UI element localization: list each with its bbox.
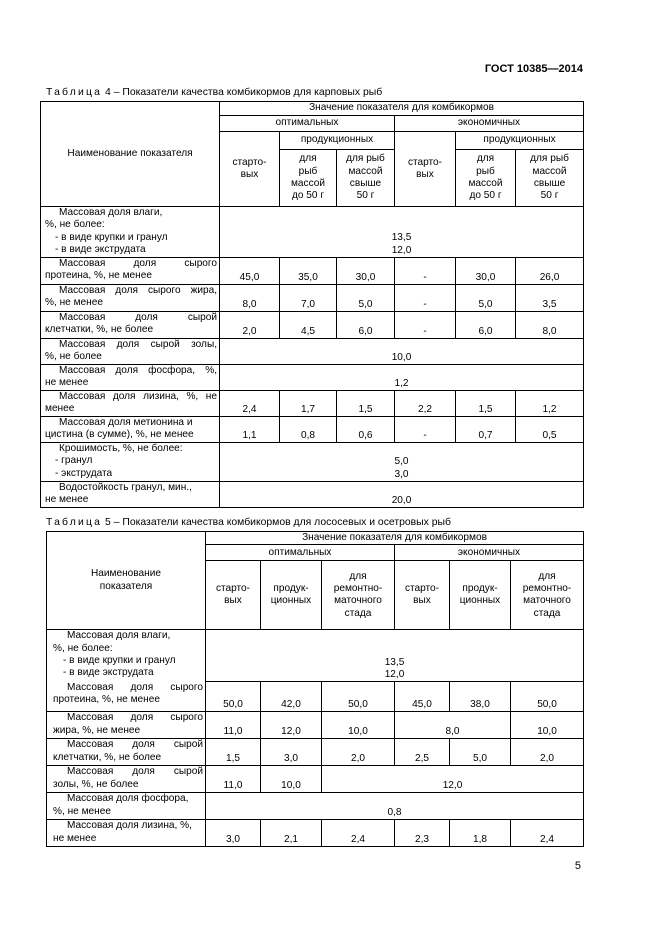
table5-row-fiber-name bbox=[47, 739, 206, 766]
row-name-line: %, не менее bbox=[45, 297, 103, 309]
table-row bbox=[47, 820, 584, 847]
table-row bbox=[47, 766, 584, 793]
table-row bbox=[41, 391, 584, 417]
cell-value: 1,5 bbox=[337, 391, 395, 417]
cell-value: 6,0 bbox=[456, 312, 516, 339]
table5-header-brood-opt: для ремонтно- маточного стада bbox=[322, 561, 395, 630]
table4-header-fish-under-50-eco: для рыб массой до 50 г bbox=[456, 150, 516, 207]
cell-value: 8,0 bbox=[220, 285, 280, 312]
table-row bbox=[47, 682, 584, 712]
table4-header-production-eco: продукционных bbox=[456, 132, 584, 150]
cell-value: 2,2 bbox=[395, 391, 456, 417]
table-row bbox=[41, 258, 584, 285]
table5-header-starter-eco: старто- вых bbox=[395, 561, 450, 630]
cell-value: 0,7 bbox=[456, 417, 516, 443]
cell-value: 5,0 bbox=[337, 285, 395, 312]
row-name-line: не менее bbox=[45, 377, 89, 389]
table-row bbox=[47, 793, 584, 820]
row-name-line: Массовая доля влаги, bbox=[67, 630, 171, 642]
table4-caption bbox=[46, 87, 382, 98]
table5-caption bbox=[46, 517, 451, 528]
table-row bbox=[41, 207, 584, 258]
row-name-line: Массовая доля фосфора, bbox=[67, 793, 189, 805]
row-name-line: менее bbox=[45, 403, 75, 415]
cell-value: 50,0 bbox=[511, 682, 584, 712]
table-row bbox=[41, 285, 584, 312]
row-name-line: Массовая доля фосфора, %, bbox=[59, 365, 217, 376]
table5-caption-label: Таблица bbox=[46, 517, 103, 528]
cell-value: 35,0 bbox=[280, 258, 337, 285]
table-row bbox=[41, 102, 584, 116]
table4-row-crumbling-values bbox=[220, 443, 584, 482]
row-sub-item: - экструдата bbox=[55, 467, 113, 479]
cell-value: 8,0 bbox=[516, 312, 584, 339]
cell-value: 5,0 bbox=[456, 285, 516, 312]
table-row bbox=[47, 739, 584, 766]
row-name-line: Массовая доля сырой bbox=[67, 766, 203, 778]
cell-value: 20,0 bbox=[220, 482, 584, 508]
row-name-line: Массовая доля сырого bbox=[67, 681, 203, 693]
row-name-line: %, не более: bbox=[53, 642, 113, 654]
row-name-line: жира, %, не менее bbox=[53, 724, 141, 736]
cell-value: 26,0 bbox=[516, 258, 584, 285]
table4-row-crumbling-name bbox=[41, 443, 220, 482]
table4-header-fish-over-50-opt: для рыб массой свыше 50 г bbox=[337, 150, 395, 207]
row-name-line: Массовая доля сырой bbox=[59, 312, 217, 323]
row-name-line: %, не более bbox=[45, 351, 102, 363]
table4-header-fish-under-50-opt: для рыб массой до 50 г bbox=[280, 150, 337, 207]
row-name-line: Массовая доля сырого жира, bbox=[59, 285, 217, 296]
row-name-line: Массовая доля лизина, %, не bbox=[59, 391, 217, 402]
cell-value: 42,0 bbox=[261, 682, 322, 712]
row-name-line: протеина, %, не менее bbox=[53, 694, 160, 706]
table5-header-name: Наименование показателя bbox=[47, 532, 206, 630]
table4-header-optimal: оптимальных bbox=[220, 116, 395, 132]
table-row bbox=[41, 312, 584, 339]
cell-value: 2,4 bbox=[220, 391, 280, 417]
cell-value: 0,6 bbox=[337, 417, 395, 443]
table4-header-value-group: Значение показателя для комбикормов bbox=[220, 102, 584, 116]
row-name-line: %, не более: bbox=[45, 219, 105, 231]
cell-value: 10,0 bbox=[220, 339, 584, 365]
table5-header-economic: экономичных bbox=[395, 545, 584, 561]
row-name-line: Массовая доля сырого bbox=[59, 258, 217, 269]
cell-value: 5,0 bbox=[394, 456, 409, 468]
cell-value: - bbox=[395, 312, 456, 339]
table-row bbox=[47, 630, 584, 682]
cell-value: 1,2 bbox=[220, 365, 584, 391]
table-row bbox=[41, 443, 584, 482]
cell-value: 1,5 bbox=[456, 391, 516, 417]
cell-value: 8,0 bbox=[395, 712, 511, 739]
row-name-line: клетчатки, %, не более bbox=[53, 751, 162, 763]
table4-header-economic: экономичных bbox=[395, 116, 584, 132]
table4-header-starter-opt: старто- вых bbox=[220, 132, 280, 207]
cell-value: 7,0 bbox=[280, 285, 337, 312]
cell-value: 30,0 bbox=[337, 258, 395, 285]
table5-caption-number: 5 bbox=[105, 517, 111, 528]
cell-value: 2,4 bbox=[322, 820, 395, 847]
standard-number: ГОСТ 10385—2014 bbox=[484, 63, 583, 75]
cell-value: 10,0 bbox=[322, 712, 395, 739]
row-name-line: Крошимость, %, не более: bbox=[59, 443, 183, 454]
cell-value: 30,0 bbox=[456, 258, 516, 285]
table4-row-phosphorus-name bbox=[41, 365, 220, 391]
cell-value: 2,4 bbox=[511, 820, 584, 847]
cell-value: - bbox=[395, 417, 456, 443]
table5-row-ash-name bbox=[47, 766, 206, 793]
cell-value: 12,0 bbox=[391, 244, 412, 256]
table4-row-moisture-values bbox=[220, 207, 584, 258]
cell-value: 3,0 bbox=[394, 468, 409, 480]
table4-row-methionine-name bbox=[41, 417, 220, 443]
row-sub-item: - гранул bbox=[55, 455, 93, 467]
table5-header-production-opt: продук- ционных bbox=[261, 561, 322, 630]
table5-header-brood-eco: для ремонтно- маточного стада bbox=[511, 561, 584, 630]
table4-row-water-resistance-name bbox=[41, 482, 220, 508]
row-sub-item: - в виде крупки и гранул bbox=[63, 654, 176, 666]
table4-caption-title: – Показатели качества комбикормов для карповых рыб bbox=[113, 87, 383, 98]
cell-value: 4,5 bbox=[280, 312, 337, 339]
cell-value: 1,1 bbox=[220, 417, 280, 443]
row-name-line: Массовая доля метионина и bbox=[59, 417, 193, 428]
cell-value: 2,0 bbox=[511, 739, 584, 766]
row-name-line: цистина (в сумме), %, не менее bbox=[45, 429, 194, 441]
table4-caption-number: 4 bbox=[105, 87, 111, 98]
row-name-line: %, не менее bbox=[53, 805, 111, 817]
table5-row-moisture-values bbox=[206, 630, 584, 682]
row-name-line: Водостойкость гранул, мин., bbox=[59, 482, 192, 493]
cell-value: 2,0 bbox=[322, 739, 395, 766]
table5-row-moisture-name bbox=[47, 630, 206, 682]
cell-value: 45,0 bbox=[220, 258, 280, 285]
table4-header-production-opt: продукционных bbox=[280, 132, 395, 150]
cell-value: - bbox=[395, 285, 456, 312]
table4-row-protein-name bbox=[41, 258, 220, 285]
cell-value: 1,7 bbox=[280, 391, 337, 417]
table4-caption-label: Таблица bbox=[46, 87, 103, 98]
row-name-line: протеина, %, не менее bbox=[45, 270, 152, 282]
table5-header-production-eco: продук- ционных bbox=[450, 561, 511, 630]
cell-value: 5,0 bbox=[450, 739, 511, 766]
cell-value: 45,0 bbox=[395, 682, 450, 712]
row-name-line: Массовая доля сырой bbox=[67, 739, 203, 751]
cell-value: 3,0 bbox=[261, 739, 322, 766]
table4-row-fat-name bbox=[41, 285, 220, 312]
cell-value: 13,5 bbox=[391, 232, 412, 244]
table5-row-fat-name bbox=[47, 712, 206, 739]
row-name-line: Массовая доля сырой золы, bbox=[59, 339, 217, 350]
cell-value: 12,0 bbox=[261, 712, 322, 739]
row-name-line: клетчатки, %, не более bbox=[45, 324, 154, 336]
cell-value: 38,0 bbox=[450, 682, 511, 712]
table4-header-name: Наименование показателя bbox=[41, 102, 220, 207]
table5-header-starter-opt: старто- вых bbox=[206, 561, 261, 630]
table-row bbox=[47, 532, 584, 545]
table4 bbox=[40, 101, 584, 508]
cell-value: 2,1 bbox=[261, 820, 322, 847]
page-number: 5 bbox=[574, 860, 581, 872]
cell-value: 12,0 bbox=[322, 766, 584, 793]
row-name-line: не менее bbox=[53, 832, 97, 844]
table4-header-starter-eco: старто- вых bbox=[395, 132, 456, 207]
cell-value: - bbox=[395, 258, 456, 285]
table4-row-lysine-name bbox=[41, 391, 220, 417]
row-name-line: не менее bbox=[45, 494, 89, 506]
cell-value: 11,0 bbox=[206, 766, 261, 793]
cell-value: 2,5 bbox=[395, 739, 450, 766]
table5 bbox=[46, 531, 584, 847]
cell-value: 1,5 bbox=[206, 739, 261, 766]
row-sub-item: - в виде экструдата bbox=[55, 243, 146, 255]
table5-row-phosphorus-name bbox=[47, 793, 206, 820]
table-row bbox=[41, 339, 584, 365]
row-sub-item: - в виде экструдата bbox=[63, 667, 154, 679]
cell-value: 0,5 bbox=[516, 417, 584, 443]
cell-value: 12,0 bbox=[384, 669, 405, 680]
table4-row-ash-name bbox=[41, 339, 220, 365]
table5-caption-title: – Показатели качества комбикормов для лососевых и осетровых рыб bbox=[113, 517, 451, 528]
cell-value: 11,0 bbox=[206, 712, 261, 739]
row-sub-item: - в виде крупки и гранул bbox=[55, 231, 168, 243]
table-row bbox=[47, 712, 584, 739]
table4-header-fish-over-50-eco: для рыб массой свыше 50 г bbox=[516, 150, 584, 207]
cell-value: 3,0 bbox=[206, 820, 261, 847]
cell-value: 50,0 bbox=[206, 682, 261, 712]
table5-row-lysine-name bbox=[47, 820, 206, 847]
table4-row-moisture-name bbox=[41, 207, 220, 258]
row-name-line: Массовая доля сырого bbox=[67, 712, 203, 724]
table-row bbox=[41, 482, 584, 508]
table-row bbox=[41, 417, 584, 443]
cell-value: 6,0 bbox=[337, 312, 395, 339]
cell-value: 2,0 bbox=[220, 312, 280, 339]
table5-row-protein-name bbox=[47, 682, 206, 712]
cell-value: 1,8 bbox=[450, 820, 511, 847]
cell-value: 0,8 bbox=[206, 793, 584, 820]
cell-value: 10,0 bbox=[511, 712, 584, 739]
cell-value: 3,5 bbox=[516, 285, 584, 312]
row-name-line: Массовая доля влаги, bbox=[59, 207, 163, 218]
table5-header-optimal: оптимальных bbox=[206, 545, 395, 561]
row-name-line: золы, %, не более bbox=[53, 778, 139, 790]
table-row bbox=[41, 365, 584, 391]
cell-value: 10,0 bbox=[261, 766, 322, 793]
table5-header-value-group: Значение показателя для комбикормов bbox=[206, 532, 584, 545]
table4-row-fiber-name bbox=[41, 312, 220, 339]
cell-value: 0,8 bbox=[280, 417, 337, 443]
cell-value: 2,3 bbox=[395, 820, 450, 847]
cell-value: 13,5 bbox=[384, 656, 405, 668]
cell-value: 1,2 bbox=[516, 391, 584, 417]
cell-value: 50,0 bbox=[322, 682, 395, 712]
row-name-line: Массовая доля лизина, %, bbox=[67, 820, 192, 832]
